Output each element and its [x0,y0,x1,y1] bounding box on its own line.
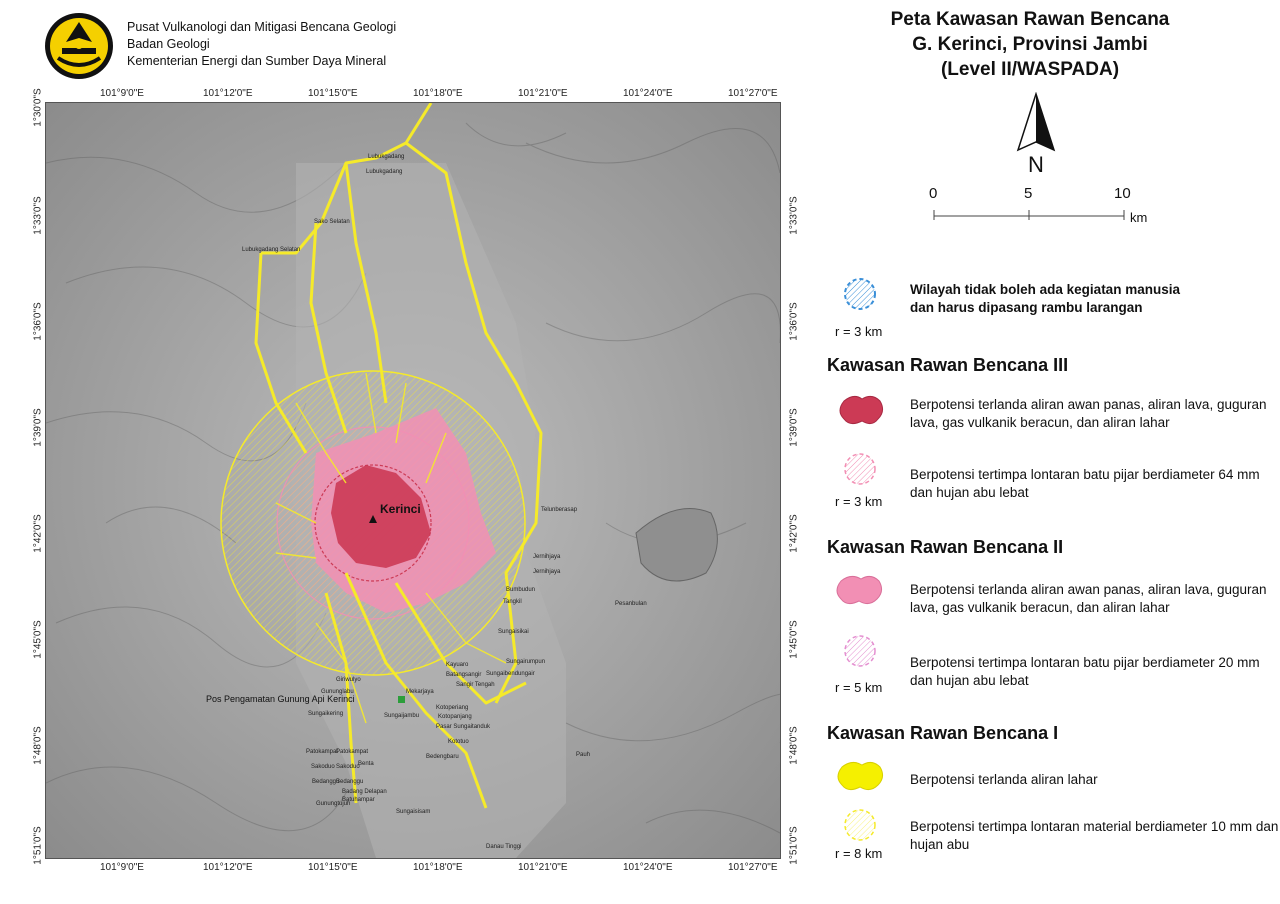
place-label: Batangsangir [446,672,482,678]
place-label: Mekarjaya [406,689,434,695]
lat-label-left: 1°48'0"S [32,726,44,765]
map-title-line1: Peta Kawasan Rawan Bencana [890,9,1170,30]
lat-label-left: 1°45'0"S [32,620,44,659]
lat-label-left: 1°33'0"S [32,196,44,235]
lon-label-bottom: 101°15'0"E [308,862,358,873]
lon-label-top: 101°9'0"E [100,88,144,99]
place-label: Jernihjaya [533,554,561,560]
place-label: Sakoduo [311,764,335,770]
lat-label-right: 1°42'0"S [788,514,800,553]
place-label: Sungaikering [308,711,344,717]
place-label: Kayuaro [446,662,469,668]
lat-label-left: 1°30'0"S [32,88,44,127]
restricted-zone-symbol-icon [842,276,878,312]
lat-label-left: 1°36'0"S [32,302,44,341]
lat-label-left: 1°42'0"S [32,514,44,553]
north-arrow-label: N [1028,152,1044,177]
place-label: Gununglabu [321,689,354,695]
lon-label-top: 101°21'0"E [518,88,568,99]
place-label: Sangir Tengah [456,682,495,688]
header-org-line1: Pusat Vulkanologi dan Mitigasi Bencana Geologi [127,20,397,34]
krb3-flow-text: Berpotensi terlanda aliran awan panas, aliran lava, guguran lava, gas vulkanik beracun, dan aliran lahar [910,397,1267,430]
place-label: Patokampat [336,749,369,755]
krb3-flow-symbol-icon [836,393,886,429]
place-label: Bumbudun [506,587,536,593]
place-label: Telunberasap [541,507,578,513]
place-label: Pauh [576,752,591,758]
map-title-line2: G. Kerinci, Provinsi Jambi [912,34,1148,55]
scale-bar [930,206,1130,222]
place-label: Sungaijambu [384,713,420,719]
lon-label-top: 101°27'0"E [728,88,778,99]
place-label: Danau Tinggi [486,844,522,850]
map-title-line3: (Level II/WASPADA) [940,59,1120,80]
place-label: Bedanggu [336,779,364,785]
lon-label-top: 101°24'0"E [623,88,673,99]
krb3-radius: r = 3 km [835,494,883,509]
header-org-line2: Badan Geologi [127,37,210,51]
krb2-flow-symbol-icon [833,573,885,609]
krb3-ballistic-text: Berpotensi tertimpa lontaran batu pijar berdiameter 64 mm dan hujan abu lebat [910,467,1260,500]
krb2-heading: Kawasan Rawan Bencana II [827,537,1064,557]
lon-label-bottom: 101°24'0"E [623,862,673,873]
place-label: Sungairumpun [506,659,546,665]
map-frame [45,102,781,859]
lat-label-right: 1°36'0"S [788,302,800,341]
place-label: Batuhampar [342,797,375,803]
place-label: Giriwulyo [336,677,361,683]
place-label: Gunungtujuh [316,801,351,807]
krb2-ballistic-text: Berpotensi tertimpa lontaran batu pijar berdiameter 20 mm dan hujan abu lebat [910,655,1260,688]
place-label: Lubukgadang [366,169,403,175]
krb1-radius: r = 8 km [835,846,883,861]
restricted-zone-text-line1: Wilayah tidak boleh ada kegiatan manusia [910,282,1180,297]
place-label: Pasar Sungaitanduk [436,724,491,730]
restricted-zone-text-line2: dan harus dipasang rambu larangan [910,300,1143,315]
place-label: Lubukgadang Selatan [242,247,301,253]
krb1-flow-symbol-icon [834,759,886,795]
place-label: Jernihjaya [533,569,561,575]
lon-label-top: 101°12'0"E [203,88,253,99]
lon-label-bottom: 101°12'0"E [203,862,253,873]
place-label: Kotopanjang [438,714,472,720]
place-label: Sungaisisam [396,809,431,815]
lon-label-top: 101°15'0"E [308,88,358,99]
krb2-radius: r = 5 km [835,680,883,695]
place-label: Kotoperiang [436,705,469,711]
lat-label-right: 1°45'0"S [788,620,800,659]
place-label: Sakoduo [336,764,360,770]
lat-label-left: 1°39'0"S [32,408,44,447]
krb2-ballistic-symbol-icon [843,634,877,668]
scale-tick-label: 0 [929,185,938,202]
scale-tick-label: 5 [1024,185,1033,202]
krb2-flow-text: Berpotensi terlanda aliran awan panas, aliran lava, guguran lava, gas vulkanik beracun, dan aliran lahar [910,582,1267,615]
krb3-heading: Kawasan Rawan Bencana III [827,355,1069,375]
place-label: Tangkil [503,599,522,605]
esdm-logo [44,12,114,80]
place-label: Sako Selatan [314,219,350,225]
lon-label-bottom: 101°21'0"E [518,862,568,873]
krb1-ballistic-symbol-icon [843,808,877,842]
krb1-ballistic-text: Berpotensi tertimpa lontaran material berdiameter 10 mm dan hujan abu [910,819,1279,852]
place-label: Sungaisikai [498,629,529,635]
lon-label-bottom: 101°9'0"E [100,862,144,873]
place-label: Badang Delapan [342,789,387,795]
place-label: Sungaibendungair [486,671,535,677]
place-label: Bedanggu [312,779,340,785]
krb1-heading: Kawasan Rawan Bencana I [827,723,1059,743]
restricted-zone-radius: r = 3 km [835,324,883,339]
scale-tick-label: 10 [1114,185,1131,202]
place-label: Pesanbulan [615,601,647,607]
place-label: Patokampat [306,749,339,755]
krb3-ballistic-symbol-icon [843,452,877,486]
lat-label-right: 1°48'0"S [788,726,800,765]
observation-post-label: Pos Pengamatan Gunung Api Kerinci [206,694,355,704]
place-label: Benta [358,761,374,767]
volcano-label: Kerinci [380,502,421,516]
place-label: Bedengbaru [426,754,459,760]
lat-label-left: 1°51'0"S [32,826,44,865]
lat-label-right: 1°51'0"S [788,826,800,865]
lat-label-right: 1°39'0"S [788,408,800,447]
krb1-flow-text: Berpotensi terlanda aliran lahar [910,772,1098,787]
lon-label-bottom: 101°27'0"E [728,862,778,873]
header-org-line3: Kementerian Energi dan Sumber Daya Mineral [127,54,387,68]
lon-label-bottom: 101°18'0"E [413,862,463,873]
place-label: Kototuo [448,739,469,745]
place-label: Lubukgadang [368,154,405,160]
scale-unit: km [1130,210,1148,225]
lon-label-top: 101°18'0"E [413,88,463,99]
lat-label-right: 1°33'0"S [788,196,800,235]
